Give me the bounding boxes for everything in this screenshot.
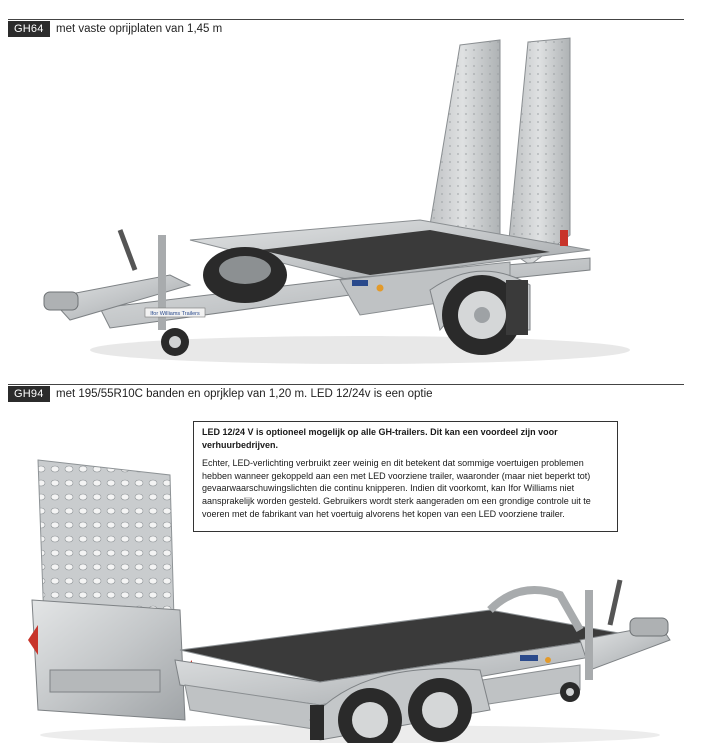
led-note-body: Echter, LED-verlichting verbruikt zeer weinig en dit betekent dat sommige voertuigen problemen hebben wanneer gekoppeld aan een met LED voorziene trailer, waaronder (maar niet beperkt tot) gevaarwaarschuwingslichten die continu knipperen. Indien dit voorkomt, kan Ifor Williams niet aansprakelijk worden gesteld. Gebruikers wordt sterk aangeraden om een grondige controle uit te voeren met de fabrikant van het voertuig alvorens het kopen van een LED voorziene trailer. [202,458,591,519]
gh64-caption: met vaste oprijplaten van 1,45 m [56,23,223,35]
gh94-caption-bar [8,384,684,405]
gh64-trailer-photo [30,30,630,370]
gh94-model-code: GH94 [8,386,50,402]
led-note-box [193,421,618,532]
gh94-section [0,380,702,743]
gh64-name-plate: Ifor Williams Trailers [150,311,200,317]
gh64-model-code: GH64 [8,21,50,37]
led-note-title: LED 12/24 V is optioneel mogelijk op alle GH-trailers. Dit kan een voordeel zijn voor verhuurbedrijven. [202,427,558,450]
gh94-caption: met 195/55R10C banden en oprjklep van 1,20 m. LED 12/24v is een optie [56,388,433,400]
